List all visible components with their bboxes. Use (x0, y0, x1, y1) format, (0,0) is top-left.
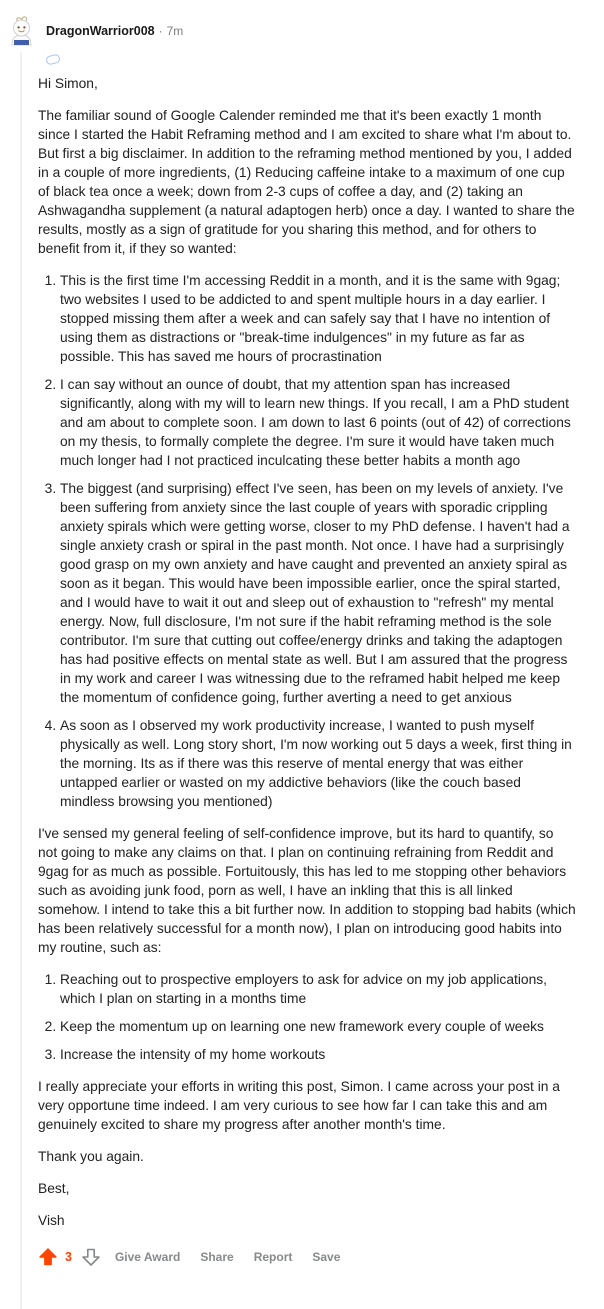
upvote-button[interactable] (36, 1245, 60, 1269)
closing-best: Best, (38, 1181, 70, 1196)
closing-thanks: Thank you again. (38, 1149, 144, 1164)
user-avatar-icon[interactable] (8, 16, 38, 46)
share-button[interactable]: Share (192, 1246, 241, 1268)
comment-timestamp: 7m (166, 24, 184, 38)
upvote-arrow-icon (38, 1247, 58, 1267)
paragraph-plans: I've sensed my general feeling of self-confidence improve, but its hard to quantify, so not going to make any claims on that. I plan on continuing refraining from Reddit and 9gag for as much as possible. Fortuitously, this has led to me stopping other behaviors such as avoiding junk food, porn as well, I have an inkling that this is all linked somehow. I intend to take this a bit further now. In addition to stopping bad habits (which has been relatively successful for a month now), I plan on introducing good habits into my routine, such as: (38, 826, 576, 955)
downvote-button[interactable] (79, 1245, 103, 1269)
signature-block (38, 1147, 576, 1230)
list-item: 1. This is the first time I'm accessing Reddit in a month, and it is the same with 9gag; two websites I used to be addicted to and spent multiple hours in a day earlier. I stopped missing them after a week and can safely say that I have no intention of using them as distractions or "break-time indulgences" in my future as far as possible. This has saved me hours of procrastination (60, 271, 576, 366)
comment-collapse-line[interactable] (20, 52, 22, 1309)
snoo-avatar-graphic (8, 16, 38, 46)
paragraph-intro: The familiar sound of Google Calender reminded me that it's been exactly 1 month since I started the Habit Reframing method and I am excited to share what I'm about to. But first a big disclaimer. In addition to the reframing method mentioned by you, I added in a couple of more ingredients, (1) Reducing caffeine intake to a maximum of one cup of black tea once a week; down from 2-3 cups of coffee a day, and (2) taking an Ashwagandha supplement (a natural adaptogen herb) once a day. I wanted to share the results, mostly as a sign of gratitude for you sharing this method, and for others to benefit from it, if they so wanted: (38, 108, 575, 256)
meta-separator: · (158, 24, 163, 38)
greeting-text: Hi Simon, (38, 76, 98, 91)
award-row (46, 50, 576, 68)
list-item: 4. As soon as I observed my work productivity increase, I wanted to push myself physically as well. Long story short, I'm now working out 5 days a week, first thing in the morning. Its as if there was this reserve of mental energy that was either untapped earlier or wasted on my addictive behaviors (like the couch based mindless browsing you mentioned) (60, 716, 576, 811)
list-item: 1. Reaching out to prospective employers to ask for advice on my job applications, which I plan on starting in a months time (60, 970, 576, 1008)
list-item: 3. Increase the intensity of my home workouts (60, 1045, 576, 1064)
comment-body (38, 74, 576, 1230)
list-item: 2. I can say without an ounce of doubt, that my attention span has increased significantly, along with my will to learn new things. If you recall, I am a PhD student and am about to complete soon. I am down to last 6 points (out of 42) of corrections on my thesis, to formally complete the degree. I'm sure it would have taken much much longer had I not practiced inculcating these better habits a month ago (60, 375, 576, 470)
vote-score: 3 (65, 1250, 72, 1264)
save-button[interactable]: Save (304, 1246, 348, 1268)
results-list (38, 271, 576, 811)
paragraph-appreciation: I really appreciate your efforts in writing this post, Simon. I came across your post in a very opportune time indeed. I am very curious to see how far I can take this and am genuinely excited to share my progress after another month's time. (38, 1079, 560, 1132)
award-icon[interactable] (45, 53, 61, 65)
list-item: 3. The biggest (and surprising) effect I've seen, has been on my levels of anxiety. I've been suffering from anxiety since the last couple of years with sporadic crippling anxiety spirals which were getting worse, closer to my PhD defense. I haven't had a single anxiety crash or spiral in the past month. Not once. I have had a surprisingly good grasp on my own anxiety and have caught and prevented an anxiety spiral as soon as it began. This would have been impossible earlier, once the spiral started, and I would have to wait it out and sleep out of exhaustion to "refresh" my mental energy. Now, full disclosure, I'm not sure if the habit reframing method is the sole contributor. I'm sure that cutting out coffee/energy drinks and taking the adaptogen has had positive effects on mental state as well. But I am assured that the progress in my work and career I was witnessing due to the reframed habit helped me keep the momentum of confidence going, further averting a need to get anxious (60, 479, 576, 707)
report-button[interactable]: Report (246, 1246, 301, 1268)
list-item: 2. Keep the momentum up on learning one new framework every couple of weeks (60, 1017, 576, 1036)
username-link[interactable]: DragonWarrior008 (46, 24, 155, 38)
give-award-button[interactable]: Give Award (107, 1246, 188, 1268)
comment-header (8, 16, 576, 46)
good-habits-list (38, 970, 576, 1064)
downvote-arrow-icon (81, 1247, 101, 1267)
closing-name: Vish (38, 1213, 65, 1228)
comment-action-bar (36, 1245, 576, 1269)
